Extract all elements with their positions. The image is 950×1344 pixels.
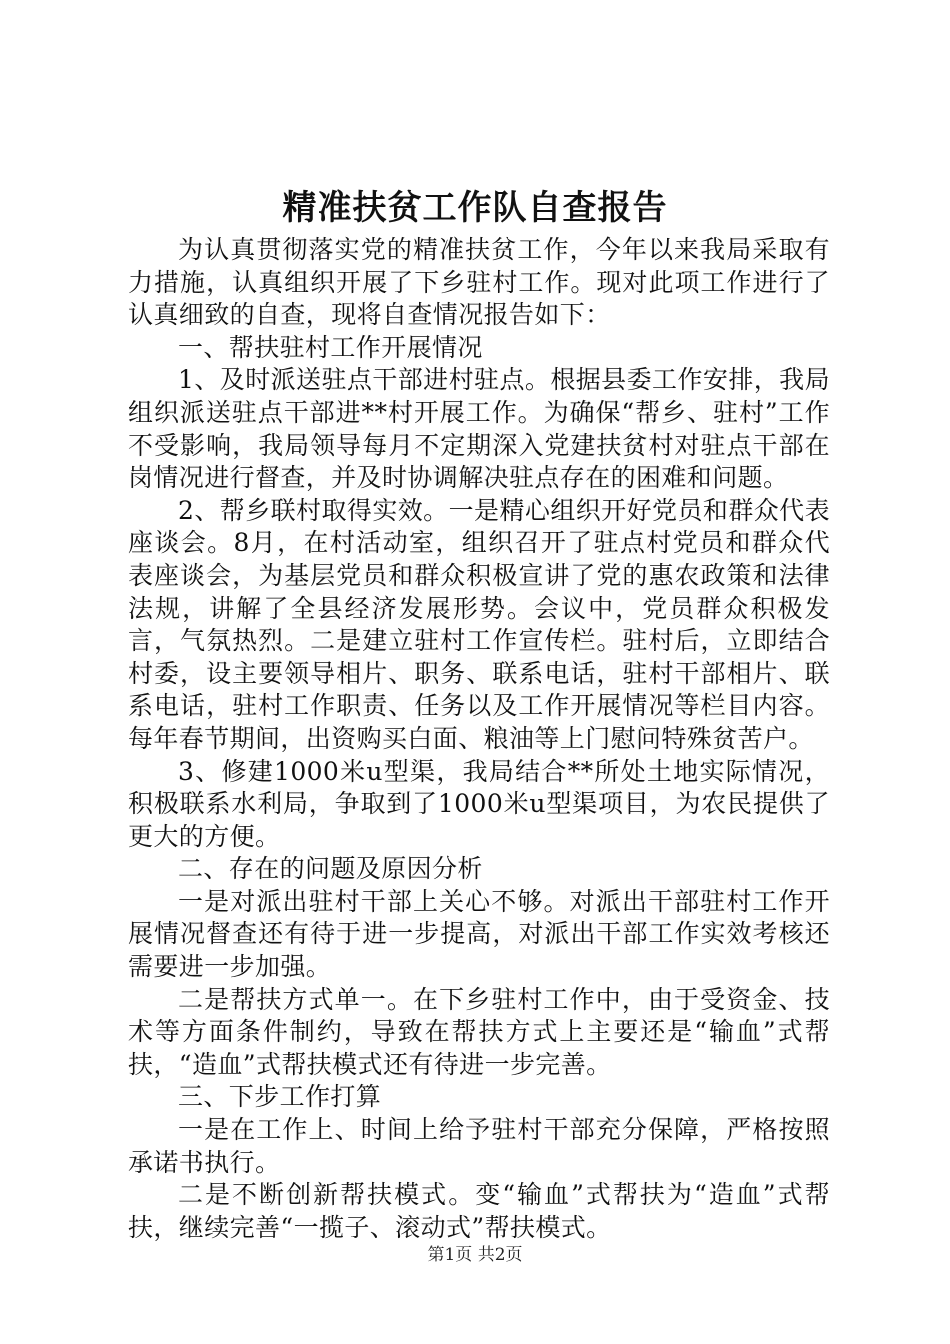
page-footer: 第1页 共2页: [427, 1245, 523, 1265]
section-heading-1: 一、帮扶驻村工作开展情况: [178, 332, 483, 362]
document-body: [128, 234, 830, 1244]
problem-paragraph-1: 一是对派出驻村干部上关心不够。对派出干部驻村工作开展情况督查还有待于进一步提高，对派出干部工作实效考核还需要进一步加强。: [128, 886, 830, 982]
intro-paragraph: 为认真贯彻落实党的精准扶贫工作，今年以来我局采取有力措施，认真组织开展了下乡驻村工作。现对此项工作进行了认真细致的自查，现将自查情况报告如下：: [128, 235, 830, 330]
paragraph-item-2: 2、帮乡联村取得实效。一是精心组织开好党员和群众代表座谈会。8月，在村活动室，组织召开了驻点村党员和群众代表座谈会，为基层党员和群众积极宣讲了党的惠农政策和法律法规，讲解了全县经济发展形势。会议中，党员群众积极发言，气氛热烈。二是建立驻村工作宣传栏。驻村后，立即结合村委，设主要领导相片、职务、联系电话，驻村干部相片、联系电话，驻村工作职责、任务以及工作开展情况等栏目内容。每年春节期间，出资购买白面、粮油等上门慰问特殊贫苦户。: [128, 495, 830, 753]
paragraph-item-3: 3、修建1000米u型渠，我局结合**所处土地实际情况，积极联系水利局，争取到了1000米u型渠项目，为农民提供了更大的方便。: [128, 756, 830, 851]
plan-paragraph-1: 一是在工作上、时间上给予驻村干部充分保障，严格按照承诺书执行。: [128, 1115, 830, 1177]
problem-paragraph-2: 二是帮扶方式单一。在下乡驻村工作中，由于受资金、技术等方面条件制约，导致在帮扶方式上主要还是“输血”式帮扶，“造血”式帮扶模式还有待进一步完善。: [128, 984, 830, 1079]
section-heading-3: 三、下步工作打算: [178, 1082, 382, 1112]
paragraph-item-1: 1、及时派送驻点干部进村驻点。根据县委工作安排，我局组织派送驻点干部进**村开展工作。为确保“帮乡、驻村”工作不受影响，我局领导每月不定期深入党建扶贫村对驻点干部在岗情况进行督查，并及时协调解决驻点存在的困难和问题。: [128, 365, 830, 493]
document-title: 精准扶贫工作队自查报告: [282, 188, 668, 228]
section-heading-2: 二、存在的问题及原因分析: [178, 854, 483, 884]
plan-paragraph-2: 二是不断创新帮扶模式。变“输血”式帮扶为“造血”式帮扶，继续完善“一揽子、滚动式”帮扶模式。: [128, 1180, 830, 1242]
